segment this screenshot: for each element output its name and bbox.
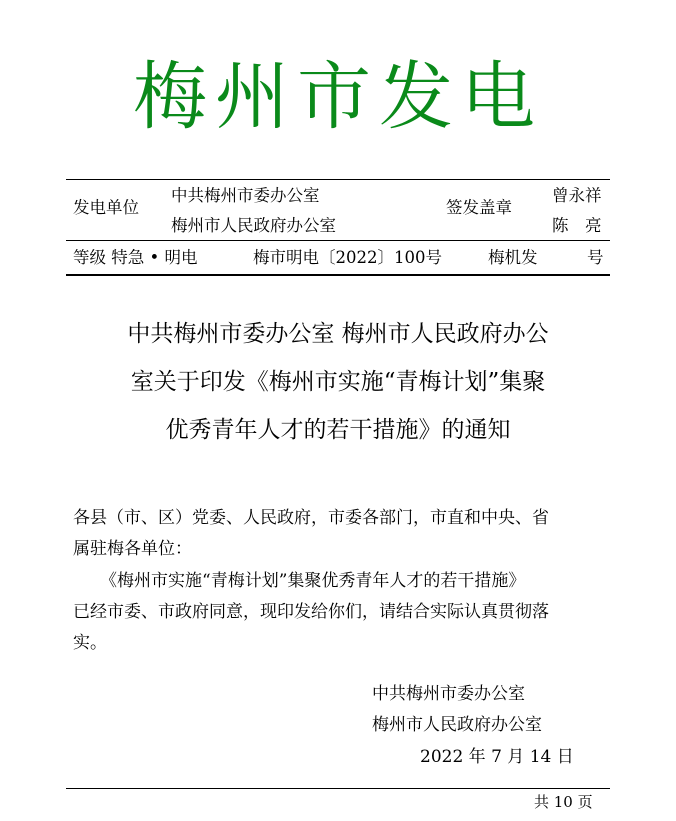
paragraph-line-2: 已经市委、市政府同意，现印发给你们，请结合实际认真贯彻落 [73,602,549,622]
header-top-divider [66,179,610,180]
doc-title-line-1: 中共梅州市委办公室 梅州市人民政府办公 [127,321,549,347]
grade-text: 等级 特急 • 明电 [73,248,198,267]
addressee-line-1: 各县（市、区）党委、人民政府，市委各部门，市直和中央、省 [73,508,549,528]
sender-org-2: 梅州市人民政府办公室 [171,216,336,235]
signer-label: 签发盖章 [446,198,512,217]
footer-divider [66,788,610,789]
signer-1: 曾永祥 [552,186,602,205]
doc-number: 梅市明电〔2022〕100号 [253,248,442,267]
doc-title-line-3: 优秀青年人才的若干措施》的通知 [165,417,511,443]
page-count: 共 10 页 [534,793,593,811]
doc-title-line-2: 室关于印发《梅州市实施“青梅计划”集聚 [130,369,546,395]
signature-org-2: 梅州市人民政府办公室 [372,715,542,735]
sender-label: 发电单位 [73,198,139,217]
signature-org-1: 中共梅州市委办公室 [372,684,525,704]
paragraph-line-3: 实。 [73,633,107,653]
header-middle-divider [66,240,610,241]
masthead-title: 梅州市发电 [133,54,543,140]
signer-2: 陈 亮 [552,216,602,235]
machine-number: 梅机发 号 [488,248,604,267]
signature-date: 2022 年 7 月 14 日 [420,747,574,767]
sender-org-1: 中共梅州市委办公室 [171,186,320,205]
addressee-line-2: 属驻梅各单位： [73,539,192,559]
paragraph-line-1: 《梅州市实施“青梅计划”集聚优秀青年人才的若干措施》 [100,571,526,591]
header-bottom-divider [66,274,610,276]
